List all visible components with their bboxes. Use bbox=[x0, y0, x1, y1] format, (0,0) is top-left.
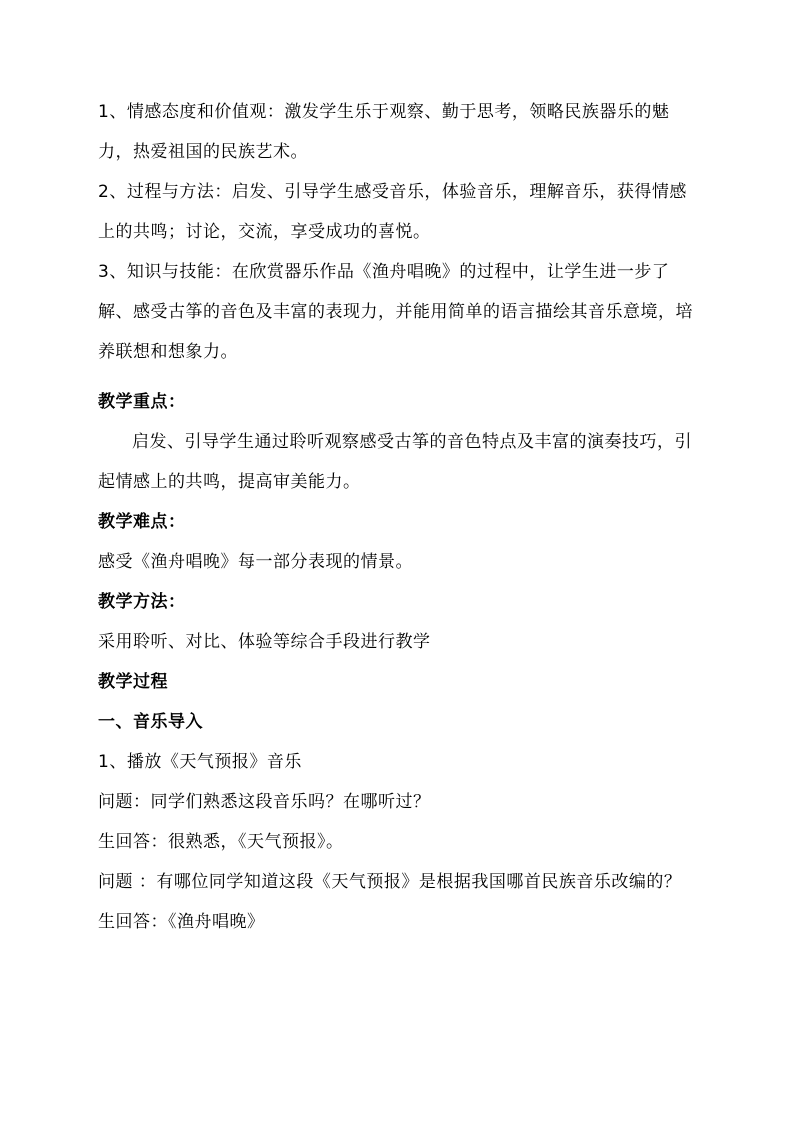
process-line: 生回答：很熟悉，《天气预报》。 bbox=[98, 832, 344, 852]
process-line: 1、播放《天气预报》音乐 bbox=[98, 752, 302, 772]
objective-emotion: 1、情感态度和价值观：激发学生乐于观察、勤于思考，领略民族器乐的魅力，热爱祖国的民族艺术。 bbox=[98, 102, 670, 162]
difficulty-heading: 教学难点： bbox=[98, 512, 186, 532]
process-heading: 教学过程 bbox=[98, 672, 168, 692]
document-body bbox=[98, 92, 698, 942]
objective-process: 2、过程与方法：启发、引导学生感受音乐，体验音乐，理解音乐，获得情感上的共鸣；讨论，交流，享受成功的喜悦。 bbox=[98, 182, 687, 242]
process-line: 问题 ：有哪位同学知道这段《天气预报》是根据我国哪首民族音乐改编的？ bbox=[98, 872, 682, 892]
process-line: 生回答：《渔舟唱晚》 bbox=[98, 912, 265, 932]
key-point-text: 启发、引导学生通过聆听观察感受古筝的音色特点及丰富的演奏技巧，引起情感上的共鸣，提高审美能力。 bbox=[98, 432, 692, 492]
difficulty-text: 感受《渔舟唱晚》每一部分表现的情景。 bbox=[98, 552, 413, 572]
key-point-heading: 教学重点： bbox=[98, 392, 186, 412]
process-line: 问题：同学们熟悉这段音乐吗？在哪听过？ bbox=[98, 792, 431, 812]
section-music-intro: 一、音乐导入 bbox=[98, 712, 203, 732]
method-text: 采用聆听、对比、体验等综合手段进行教学 bbox=[98, 632, 431, 652]
objective-knowledge: 3、知识与技能：在欣赏器乐作品《渔舟唱晚》的过程中，让学生进一步了解、感受古筝的音色及丰富的表现力，并能用简单的语言描绘其音乐意境，培养联想和想象力。 bbox=[98, 262, 693, 362]
method-heading: 教学方法： bbox=[98, 592, 186, 612]
